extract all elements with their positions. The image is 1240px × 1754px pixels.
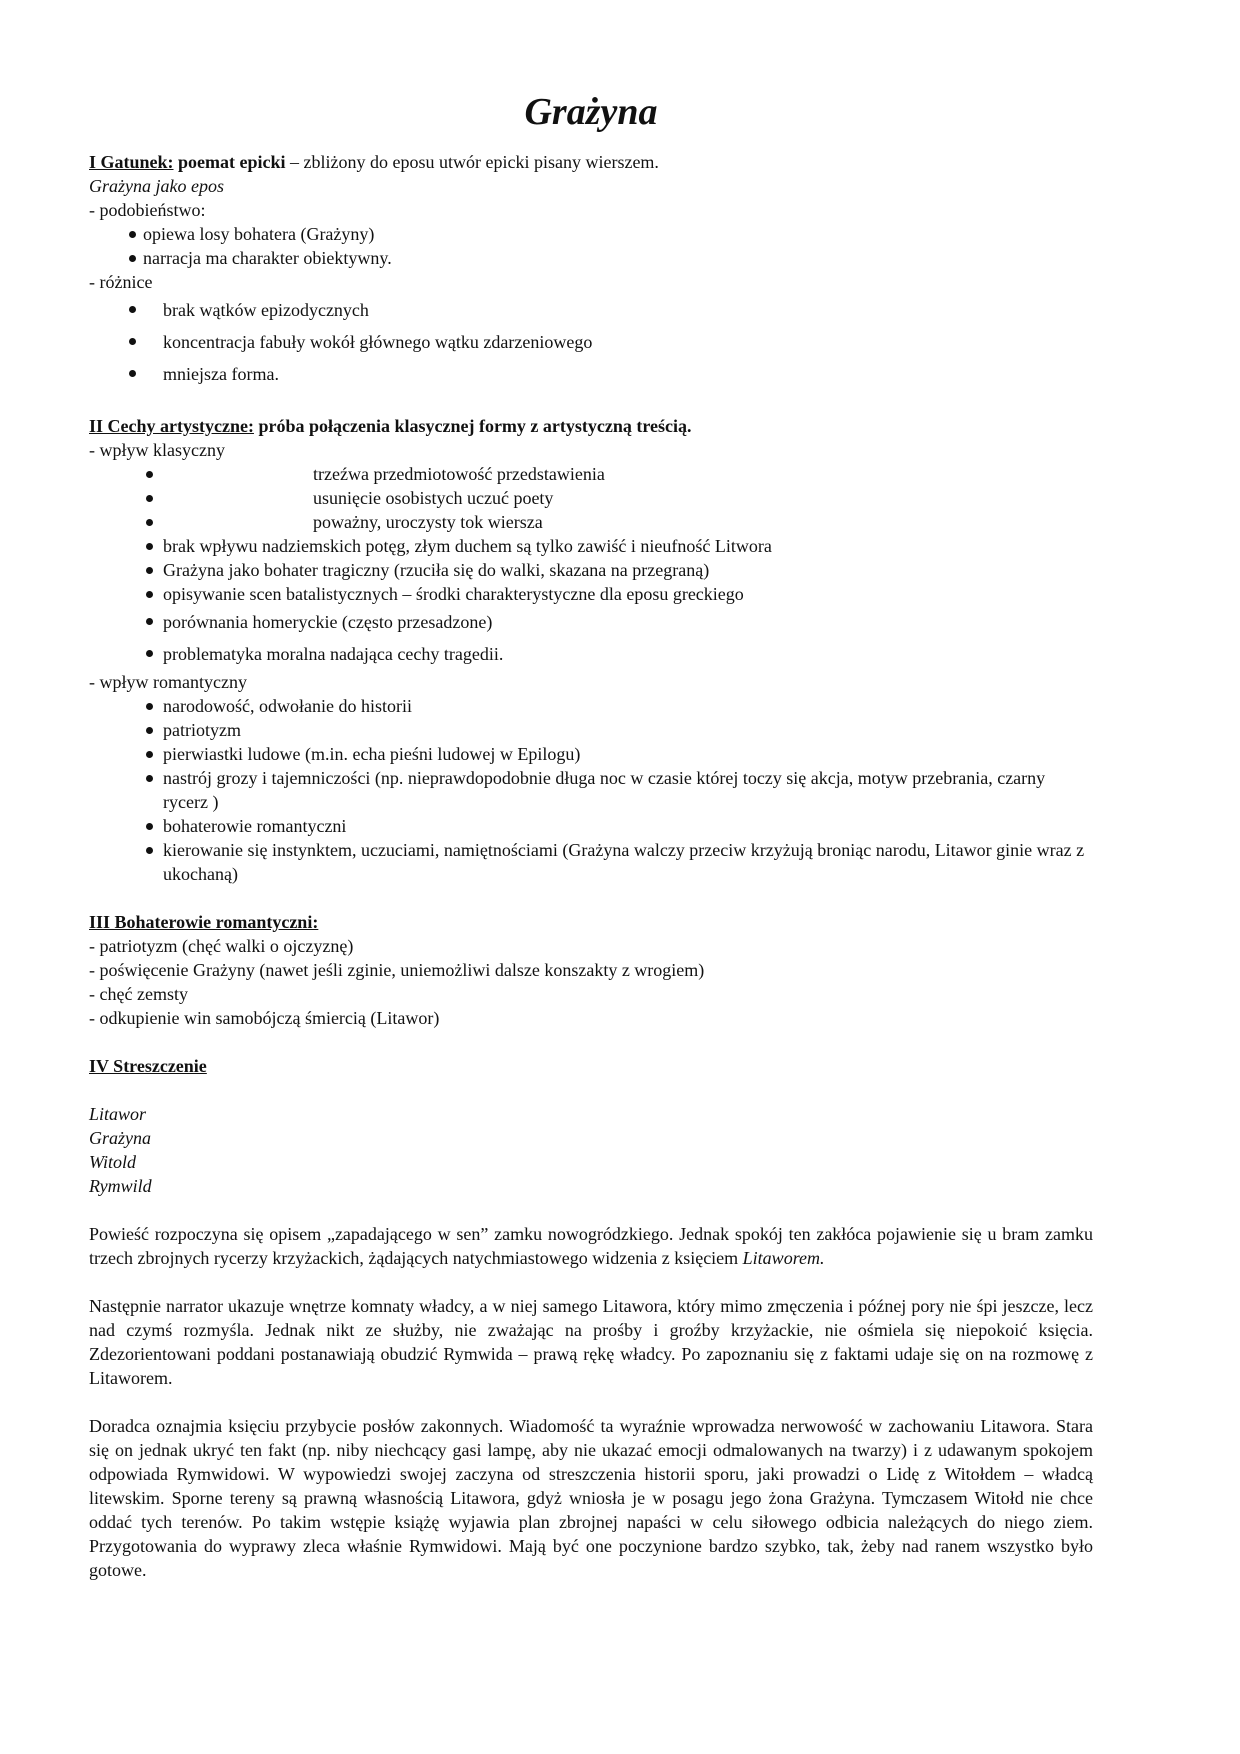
list-item: brak wątków epizodycznych (89, 294, 1093, 326)
character-name: Grażyna (89, 1128, 151, 1148)
bullet-icon (129, 370, 136, 377)
bullet-icon (146, 823, 153, 830)
list-item: trzeźwa przedmiotowość przedstawienia (89, 462, 1093, 486)
bullet-icon (146, 847, 153, 854)
bullet-icon (146, 727, 153, 734)
character-name: Witold (89, 1152, 137, 1172)
section-4-heading: IV Streszczenie (89, 1056, 207, 1076)
differences-label: - różnice (89, 272, 153, 292)
classic-label: - wpływ klasyczny (89, 440, 225, 460)
section-4-heading-line (89, 1054, 1093, 1078)
section-2-description: próba połączenia klasycznej formy z artystyczną treścią. (253, 416, 692, 436)
hero-trait-line: - poświęcenie Grażyny (nawet jeśli zginie, uniemożliwi dalsze konszakty z wrogiem) (89, 960, 705, 980)
list-item: brak wpływu nadziemskich potęg, złym duchem są tylko zawiść i nieufność Litwora (89, 534, 1093, 558)
list-item: kierowanie się instynktem, uczuciami, namiętnościami (Grażyna walczy przeciw krzyżują broniąc narodu, Litawor ginie wraz z ukochaną) (89, 838, 1093, 886)
bullet-icon (146, 495, 153, 502)
bullet-icon (146, 751, 153, 758)
character-name: Litawor (89, 1104, 147, 1124)
character-name: Rymwild (89, 1176, 152, 1196)
list-item: opisywanie scen batalistycznych – środki charakterystyczne dla eposu greckiego (89, 582, 1093, 606)
bullet-icon (146, 591, 153, 598)
similarity-list (89, 222, 1093, 270)
list-item: porównania homeryckie (często przesadzone) (89, 606, 1093, 638)
hero-trait-line: - patriotyzm (chęć walki o ojczyznę) (89, 936, 354, 956)
list-item: nastrój grozy i tajemniczości (np. nieprawdopodobnie długa noc w czasie której toczy się akcja, motyw przebrania, czarny rycerz ) (89, 766, 1093, 814)
list-item: Grażyna jako bohater tragiczny (rzuciła się do walki, skazana na przegraną) (89, 558, 1093, 582)
list-item: problematyka moralna nadająca cechy tragedii. (89, 638, 1093, 670)
bullet-icon (146, 567, 153, 574)
hero-trait-line: - odkupienie win samobójczą śmiercią (Litawor) (89, 1008, 440, 1028)
summary-paragraph-2: Następnie narrator ukazuje wnętrze komnaty władcy, a w niej samego Litawora, który mimo zmęczenia i późnej pory nie śpi jeszcze, lecz nad czymś rozmyśla. Jednak nikt ze służby, nie zważając na prośby i groźby krzyżackie, nie ośmiela się niepokoić księcia. Zdezorientowani poddani postanawiają obudzić Rymwida – prawą rękę władcy. Po zapoznaniu się z faktami udaje się on na rozmowę z Litaworem. (89, 1296, 1093, 1388)
bullet-icon (146, 618, 153, 625)
document-title: Grażyna (524, 91, 658, 133)
bullet-icon (129, 338, 136, 345)
bullet-icon (146, 519, 153, 526)
document-page (89, 90, 1093, 1582)
bullet-icon (129, 255, 136, 262)
bullet-icon (129, 231, 136, 238)
section-2-heading-line (89, 414, 1093, 438)
differences-list (89, 294, 1093, 390)
section-1-genre: poemat epicki (178, 152, 286, 172)
classic-list (89, 462, 1093, 670)
list-item: narracja ma charakter obiektywny. (89, 246, 1093, 270)
romantic-list (89, 694, 1093, 886)
list-item: poważny, uroczysty tok wiersza (89, 510, 1093, 534)
list-item: pierwiastki ludowe (m.in. echa pieśni ludowej w Epilogu) (89, 742, 1093, 766)
bullet-icon (146, 543, 153, 550)
list-item: usunięcie osobistych uczuć poety (89, 486, 1093, 510)
list-item: koncentracja fabuły wokół głównego wątku zdarzeniowego (89, 326, 1093, 358)
list-item: narodowość, odwołanie do historii (89, 694, 1093, 718)
bullet-icon (146, 703, 153, 710)
hero-trait-line: - chęć zemsty (89, 984, 188, 1004)
bullet-icon (146, 775, 153, 782)
list-item: patriotyzm (89, 718, 1093, 742)
section-1-subtitle: Grażyna jako epos (89, 176, 224, 196)
bullet-icon (146, 471, 153, 478)
section-1-heading-line (89, 150, 1093, 174)
summary-paragraph-3: Doradca oznajmia księciu przybycie posłów zakonnych. Wiadomość ta wyraźnie wprowadza nerwowość w zachowaniu Litawora. Stara się on jednak ukryć ten fakt (np. niby niechcący gasi lampę, aby nie ukazać emocji odmalowanych na twarzy) i z udawanym spokojem odpowiada Rymwidowi. W wypowiedzi swojej zaczyna od streszczenia historii sporu, jaki prowadzi o Lidę z Witołdem – władcą litewskim. Sporne tereny są prawną własnością Litawora, gdyż wniosła je w posagu jego żona Grażyna. Tymczasem Witołd nie chce oddać tych terenów. Po takim wstępie książę wyjawia plan zbrojnej napaści w celu siłowego odbicia należących do niego ziem. Przygotowania do wyprawy zleca właśnie Rymwidowi. Mają być one poczynione bardzo szybko, tak, żeby nad ranem wszystko było gotowe. (89, 1416, 1093, 1580)
section-1-definition: – zbliżony do eposu utwór epicki pisany wierszem. (285, 152, 659, 172)
romantic-label: - wpływ romantyczny (89, 672, 247, 692)
summary-paragraph-1: Powieść rozpoczyna się opisem „zapadającego w sen” zamku nowogródzkiego. Jednak spokój ten zakłóca pojawienie się u bram zamku trzech zbrojnych rycerzy krzyżackich, żądających natychmiastowego widzenia z księciem Litaworem. (89, 1224, 1093, 1268)
section-3-heading-line (89, 910, 1093, 934)
section-2-heading: II Cechy artystyczne: (89, 416, 254, 436)
bullet-icon (129, 306, 136, 313)
bullet-icon (146, 650, 153, 657)
section-3-heading: III Bohaterowie romantyczni: (89, 912, 319, 932)
list-item: mniejsza forma. (89, 358, 1093, 390)
list-item: opiewa losy bohatera (Grażyny) (89, 222, 1093, 246)
similarity-label: - podobieństwo: (89, 200, 206, 220)
list-item: bohaterowie romantyczni (89, 814, 1093, 838)
section-1-heading: I Gatunek: (89, 152, 174, 172)
